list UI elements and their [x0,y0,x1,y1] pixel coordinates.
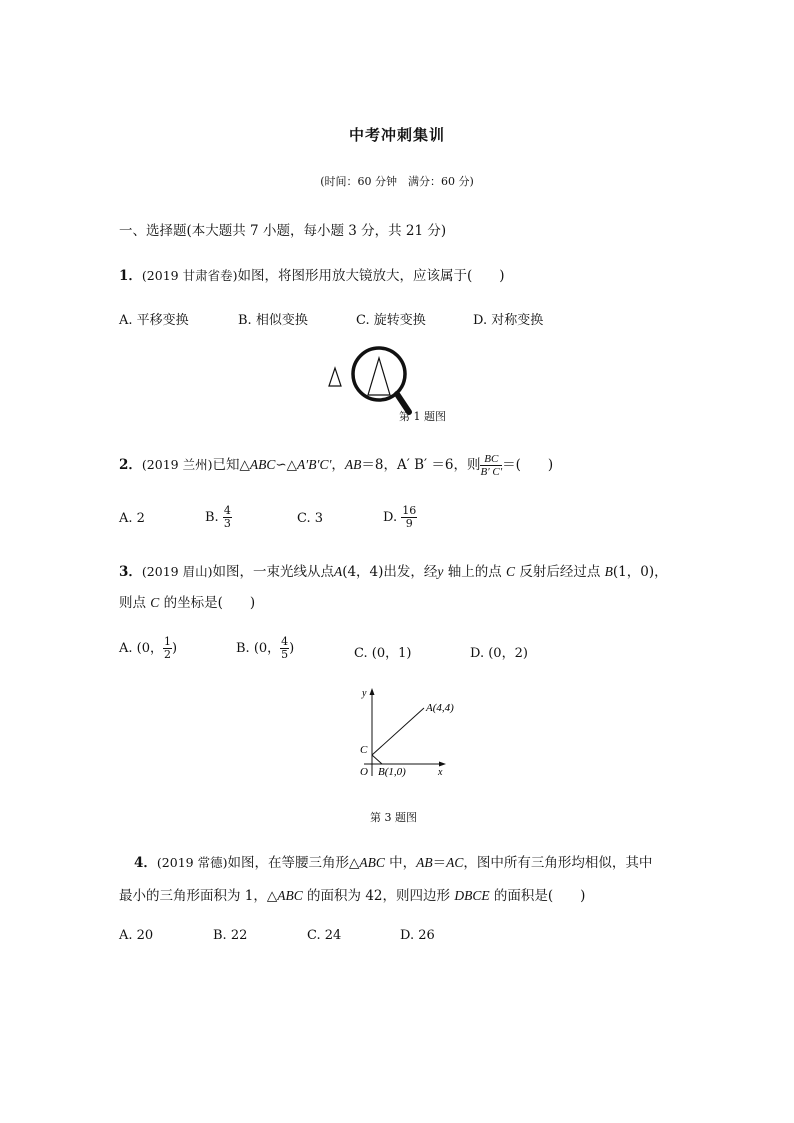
question-text: ＝ [432,855,447,871]
fraction-denominator: 3 [223,517,231,530]
question-text: 最小的三角形面积为 1，△ [119,888,278,904]
fraction-numerator: 16 [402,504,417,517]
question-3-stem-line-1 [119,560,668,580]
math-var: A′B′C′ [297,457,332,472]
point-b-label: B(1,0) [378,766,406,778]
q4-option-d: D. 26 [400,928,435,943]
question-number: 1． [119,268,142,284]
q4-option-b: B. 22 [213,928,248,943]
fraction-denominator: 9 [405,517,413,530]
math-var: y [437,564,444,579]
math-var: B [604,564,613,579]
option-fraction [223,505,232,530]
option-fraction [280,636,289,661]
question-text: (1，0)， [612,564,668,580]
x-axis-arrow-icon [439,762,446,767]
question-2-stem [119,445,553,485]
question-text: 如图，一束光线从点 [212,564,334,580]
q3-option-a [119,632,177,666]
point-c-label: C [360,744,368,756]
question-text: 的面积为 42，则四边形 [302,888,455,904]
large-triangle [368,358,390,395]
small-triangle [329,368,341,386]
option-fraction [163,636,172,661]
math-var: AB [416,855,433,870]
x-axis-label: x [438,767,443,778]
math-var: DBCE [454,888,490,903]
math-var: ABC [249,457,276,472]
question-text: 如图，在等腰三角形△ [227,855,360,871]
question-text: 的坐标是( ) [159,595,256,611]
question-text: ∽△ [275,457,298,473]
fraction-denominator: 2 [164,648,171,661]
option-text: ) [289,641,295,656]
ratio-fraction [480,453,502,478]
math-var: ABC [277,888,303,903]
math-var: C [150,595,160,610]
math-var: ABC [359,855,385,870]
q4-option-c: C. 24 [307,928,342,943]
q1-option-c: C. 旋转变换 [356,313,426,328]
section-heading: 一、选择题(本大题共 7 小题，每小题 3 分，共 21 分) [119,223,447,239]
math-var: C [506,564,516,579]
question-text: ＝( ) [502,457,554,473]
question-text: 则点 [119,595,151,611]
question-4-stem-line-2 [119,884,585,904]
question-text: ， [331,457,345,473]
page-title: 中考冲刺集训 [348,126,445,144]
exam-info: (时间：60 分钟 满分：60 分) [320,175,474,188]
q3-option-d: D. (0，2) [470,646,528,661]
q1-option-a: A. 平移变换 [119,313,189,328]
question-text: ，图中所有三角形均相似，其中 [463,855,653,871]
question-text: 轴上的点 [443,564,507,580]
question-text: ＝6，则 [427,457,481,473]
question-text: ＝8， [361,457,397,473]
q2-option-a: A. 2 [119,511,145,526]
q1-option-b: B. 相似变换 [238,313,308,328]
reflected-ray [372,755,382,764]
fraction-denominator: B′ C′ [480,466,503,478]
option-label: B. [205,510,219,525]
q1-figure-caption: 第 1 题图 [399,410,446,423]
question-text: 的面积是( ) [489,888,586,904]
fraction-numerator: 4 [223,504,231,517]
option-text: ) [172,641,178,656]
math-var: A′ B′ [397,457,428,473]
question-number: 2． [119,457,142,473]
question-text: 已知△ [212,457,250,473]
q1-option-d: D. 对称变换 [473,313,544,328]
question-text: 中， [384,855,417,871]
option-label: D. [383,510,398,525]
q2-option-b [205,503,232,533]
q2-option-d [383,503,417,533]
fraction-numerator: 1 [164,635,171,648]
question-number: 3． [119,564,142,580]
question-source: (2019 兰州) [141,457,213,472]
incident-ray [372,708,424,755]
question-source: (2019 眉山) [141,564,213,579]
question-4-stem-line-1 [134,851,652,871]
question-text: 反射后经过点 [515,564,605,580]
q2-option-c: C. 3 [297,511,324,526]
option-fraction [401,505,417,530]
question-number: 4． [134,855,157,871]
fraction-denominator: 5 [281,648,289,661]
option-label: B. (0， [236,641,281,656]
option-label: A. (0， [119,641,163,656]
fraction-numerator: BC [480,453,502,466]
fraction-numerator: 4 [281,635,289,648]
q3-figure-caption: 第 3 题图 [370,811,417,824]
y-axis-label: y [362,688,367,699]
q3-option-b [236,632,294,666]
math-var: AC [446,855,464,870]
q3-option-c: C. (0，1) [354,646,412,661]
question-source: (2019 甘肃省卷) [141,268,238,283]
question-3-stem-line-2 [119,591,255,611]
y-axis-arrow-icon [370,688,375,695]
math-var: AB [344,457,362,472]
question-text: (4，4)出发，经 [342,564,438,580]
math-var: A [333,564,343,579]
origin-label: O [360,766,368,778]
q4-option-a: A. 20 [119,928,154,943]
point-a-label: A(4,4) [426,702,454,714]
q3-coordinate-figure [340,684,470,780]
question-1-stem [119,264,505,284]
question-source: (2019 常德) [156,855,228,870]
question-text: 如图，将图形用放大镜放大，应该属于( ) [237,268,505,284]
